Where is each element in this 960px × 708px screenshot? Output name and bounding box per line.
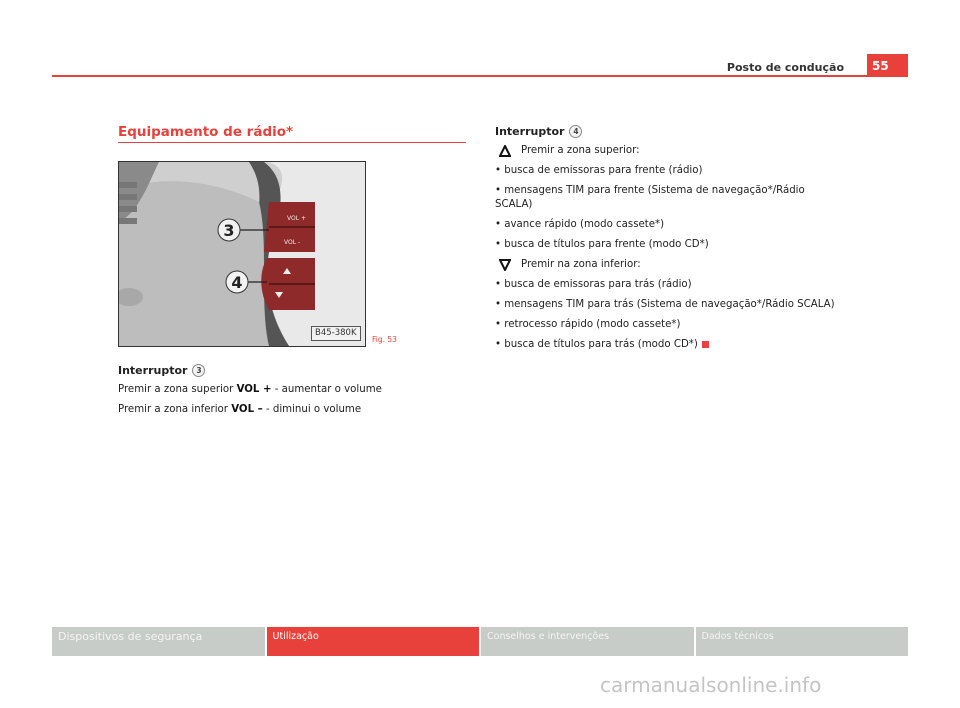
list-item: • retrocesso rápido (modo cassete*) xyxy=(495,319,681,330)
callout-3: 3 xyxy=(223,221,235,240)
list-item-last: • busca de títulos para trás (modo CD*) xyxy=(495,338,865,352)
section-rule xyxy=(118,142,466,143)
section-title: Equipamento de rádio* xyxy=(118,124,294,140)
heading-text: Interruptor xyxy=(495,125,565,138)
list-item: • avance rápido (modo cassete*) xyxy=(495,219,665,230)
right-column xyxy=(495,125,865,352)
chapter-nav xyxy=(52,627,908,656)
header-rule xyxy=(52,75,908,77)
running-header-title: Posto de condução xyxy=(726,61,844,74)
switch-3-heading xyxy=(118,364,468,377)
tab-dispositivos-seguranca[interactable]: Dispositivos de segurança xyxy=(52,627,265,656)
triangle-down-icon xyxy=(499,259,511,271)
figure-caption: Fig. 53 xyxy=(372,335,397,344)
list-item: • mensagens TIM para trás (Sistema de navegação*/Rádio SCALA) xyxy=(495,299,835,310)
circle-number-4: 4 xyxy=(569,125,582,138)
tab-dados-tecnicos[interactable]: Dados técnicos xyxy=(696,627,909,656)
switch-4-heading xyxy=(495,125,865,138)
vol-plus-mark: VOL + xyxy=(287,215,306,222)
left-column xyxy=(118,364,468,417)
figure-code: B45-380K xyxy=(311,326,361,341)
callout-4: 4 xyxy=(231,273,243,292)
page-number: 55 xyxy=(867,54,908,76)
heading-text: Interruptor xyxy=(118,364,188,377)
triangle-up-icon xyxy=(499,145,511,157)
tab-conselhos-intervencoes[interactable]: Conselhos e intervenções xyxy=(481,627,694,656)
vol-minus-mark: VOL - xyxy=(284,239,301,246)
circle-number-3: 3 xyxy=(192,364,205,377)
tab-utilizacao[interactable]: Utilização xyxy=(267,627,480,656)
watermark: carmanualsonline.info xyxy=(600,673,822,697)
vol-up-line: Premir a zona superior VOL + - aumentar o volume xyxy=(118,384,382,395)
list-item: • busca de emissoras para frente (rádio) xyxy=(495,165,703,176)
list-item: • mensagens TIM para frente (Sistema de navegação*/Rádio SCALA) xyxy=(495,185,805,210)
list-item: • busca de emissoras para trás (rádio) xyxy=(495,279,692,290)
end-of-section-mark xyxy=(702,341,709,348)
vol-down-line: Premir a zona inferior VOL – - diminui o volume xyxy=(118,404,362,415)
lower-zone-label: Premir na zona inferior: xyxy=(495,258,865,272)
steering-wheel-illustration xyxy=(119,162,365,346)
steering-wheel-figure xyxy=(118,161,366,347)
list-item: • busca de títulos para frente (modo CD*) xyxy=(495,239,709,250)
upper-zone-label: Premir a zona superior: xyxy=(495,144,865,158)
